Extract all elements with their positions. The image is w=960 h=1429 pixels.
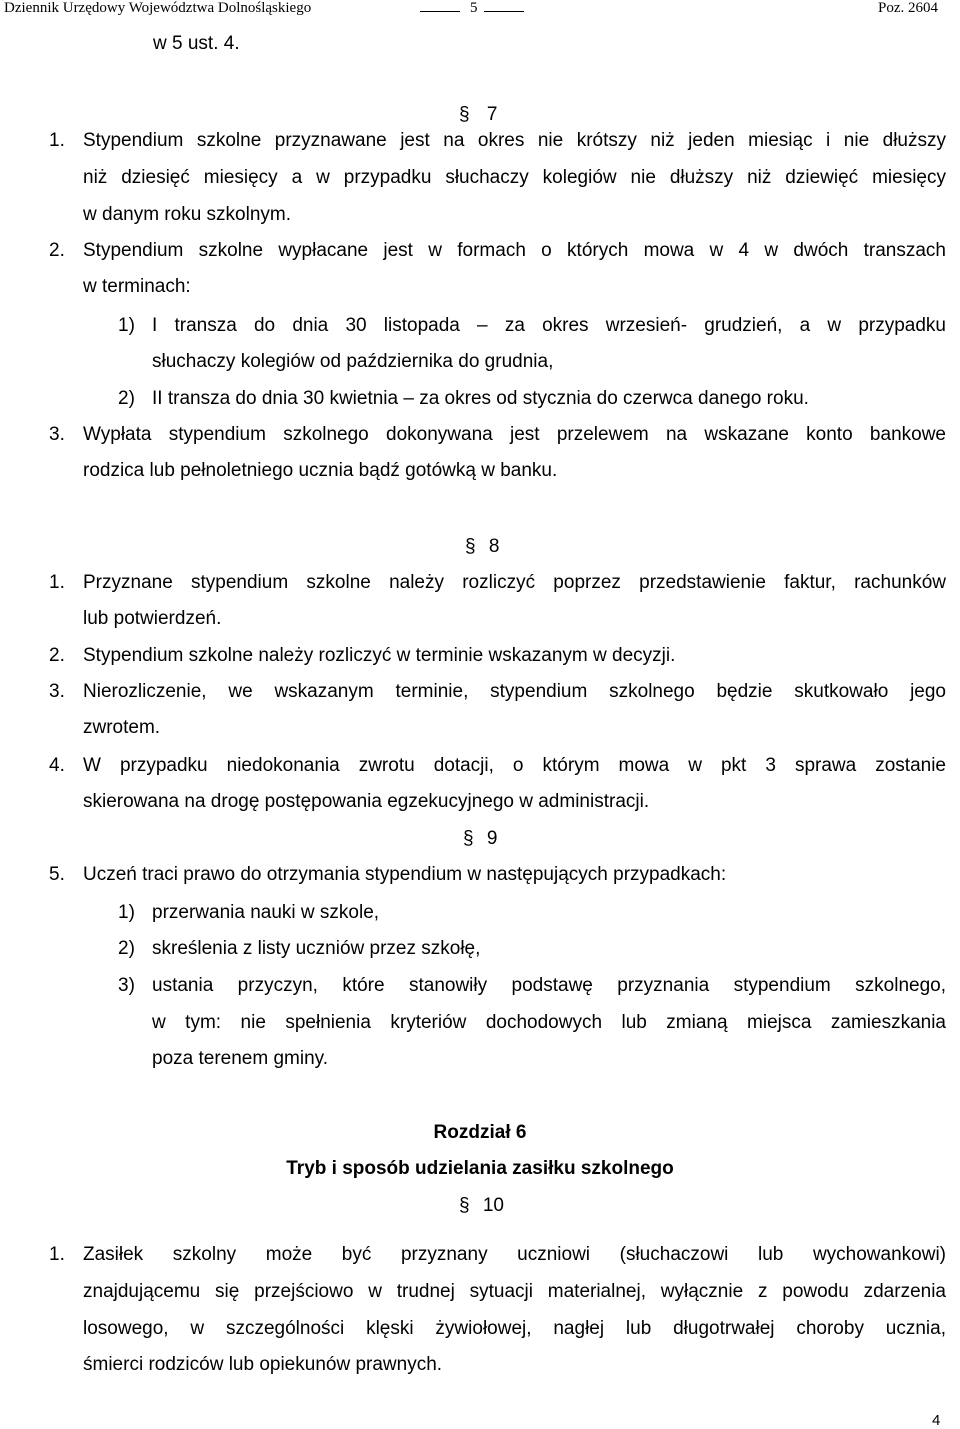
paragraph-line: śmierci rodziców lub opiekunów prawnych.	[83, 1354, 443, 1375]
header-page-number: 5	[470, 0, 478, 16]
paragraph-number: 2.	[49, 645, 65, 666]
section-symbol: §	[459, 104, 470, 125]
section-number: 10	[482, 1195, 504, 1216]
section-8-heading	[465, 536, 499, 558]
paragraph-line: w terminach:	[83, 276, 191, 297]
journal-title: Dziennik Urzędowy Województwa Dolnośląskiego	[4, 0, 312, 16]
section-number: 9	[486, 828, 498, 849]
paragraph-line: skierowana na drogę postępowania egzekucyjnego w administracji.	[83, 791, 650, 812]
paragraph-number: 4.	[49, 755, 65, 776]
paragraph-line: niż dziesięć miesięcy a w przypadku słuchaczy kolegiów nie dłuższy niż dziewięć miesięcy	[83, 167, 946, 188]
list-item-number: 3)	[118, 975, 135, 996]
paragraph-number: 3.	[49, 424, 65, 445]
paragraph-line: losowego, w szczególności klęski żywiołowej, nagłej lub długotrwałej choroby ucznia,	[83, 1318, 946, 1339]
list-item-line: ustania przyczyn, które stanowiły podstawę przyznania stypendium szkolnego,	[152, 975, 946, 996]
list-item-line: II transza do dnia 30 kwietnia – za okres od stycznia do czerwca danego roku.	[152, 388, 809, 409]
paragraph-line: W przypadku niedokonania zwrotu dotacji, o którym mowa w pkt 3 sprawa zostanie	[83, 755, 946, 776]
paragraph-line: w danym roku szkolnym.	[83, 204, 292, 225]
paragraph-line: Stypendium szkolne przyznawane jest na okres nie krótszy niż jeden miesiąc i nie dłuższy	[83, 130, 946, 151]
list-item-line: przerwania nauki w szkole,	[152, 902, 380, 923]
paragraph-number: 1.	[49, 1244, 65, 1265]
paragraph-line: Stypendium szkolne wypłacane jest w formach o których mowa w 4 w dwóch transzach	[83, 240, 946, 261]
section-7-heading	[459, 104, 497, 126]
page-number: 4	[932, 1412, 941, 1429]
list-item-line: poza terenem gminy.	[152, 1048, 329, 1069]
paragraph-line: Stypendium szkolne należy rozliczyć w terminie wskazanym w decyzji.	[83, 645, 676, 666]
section-symbol: §	[463, 828, 474, 849]
chapter-title: Rozdział 6	[433, 1122, 527, 1143]
previous-fragment: w 5 ust. 4.	[153, 33, 240, 54]
paragraph-line: Wypłata stypendium szkolnego dokonywana jest przelewem na wskazane konto bankowe	[83, 424, 946, 445]
section-symbol: §	[459, 1195, 470, 1216]
paragraph-number: 1.	[49, 130, 65, 151]
list-item-line: w tym: nie spełnienia kryteriów dochodowych lub zmianą miejsca zamieszkania	[152, 1012, 946, 1033]
paragraph-line: Przyznane stypendium szkolne należy rozliczyć poprzez przedstawienie faktur, rachunków	[83, 572, 946, 593]
header-rule-left	[420, 11, 460, 12]
paragraph-line: Zasiłek szkolny może być przyznany uczniowi (słuchaczowi lub wychowankowi)	[83, 1244, 946, 1265]
chapter-subtitle: Tryb i sposób udzielania zasiłku szkolnego	[286, 1158, 674, 1179]
list-item-number: 2)	[118, 388, 135, 409]
paragraph-line: rodzica lub pełnoletniego ucznia bądź gotówką w banku.	[83, 460, 558, 481]
list-item-line: I transza do dnia 30 listopada – za okres wrzesień- grudzień, a w przypadku	[152, 315, 946, 336]
paragraph-number: 3.	[49, 681, 65, 702]
paragraph-line: Nierozliczenie, we wskazanym terminie, stypendium szkolnego będzie skutkowało jego	[83, 681, 946, 702]
list-item-line: słuchaczy kolegiów od października do grudnia,	[152, 351, 554, 372]
paragraph-line: lub potwierdzeń.	[83, 608, 222, 629]
paragraph-line: znajdującemu się przejściowo w trudnej sytuacji materialnej, wyłącznie z powodu zdarzenia	[83, 1281, 946, 1302]
list-item-number: 1)	[118, 902, 135, 923]
paragraph-line: zwrotem.	[83, 717, 161, 738]
header-rule-right	[484, 11, 524, 12]
section-symbol: §	[465, 536, 476, 557]
section-number: 8	[488, 536, 500, 557]
list-item-number: 2)	[118, 938, 135, 959]
paragraph-number: 5.	[49, 864, 65, 885]
paragraph-line: Uczeń traci prawo do otrzymania stypendium w następujących przypadkach:	[83, 864, 727, 885]
header-position: Poz. 2604	[878, 0, 938, 16]
section-10-heading	[459, 1195, 504, 1217]
list-item-number: 1)	[118, 315, 135, 336]
section-number: 7	[486, 104, 498, 125]
section-9-heading	[463, 828, 497, 850]
paragraph-number: 2.	[49, 240, 65, 261]
paragraph-number: 1.	[49, 572, 65, 593]
list-item-line: skreślenia z listy uczniów przez szkołę,	[152, 938, 481, 959]
